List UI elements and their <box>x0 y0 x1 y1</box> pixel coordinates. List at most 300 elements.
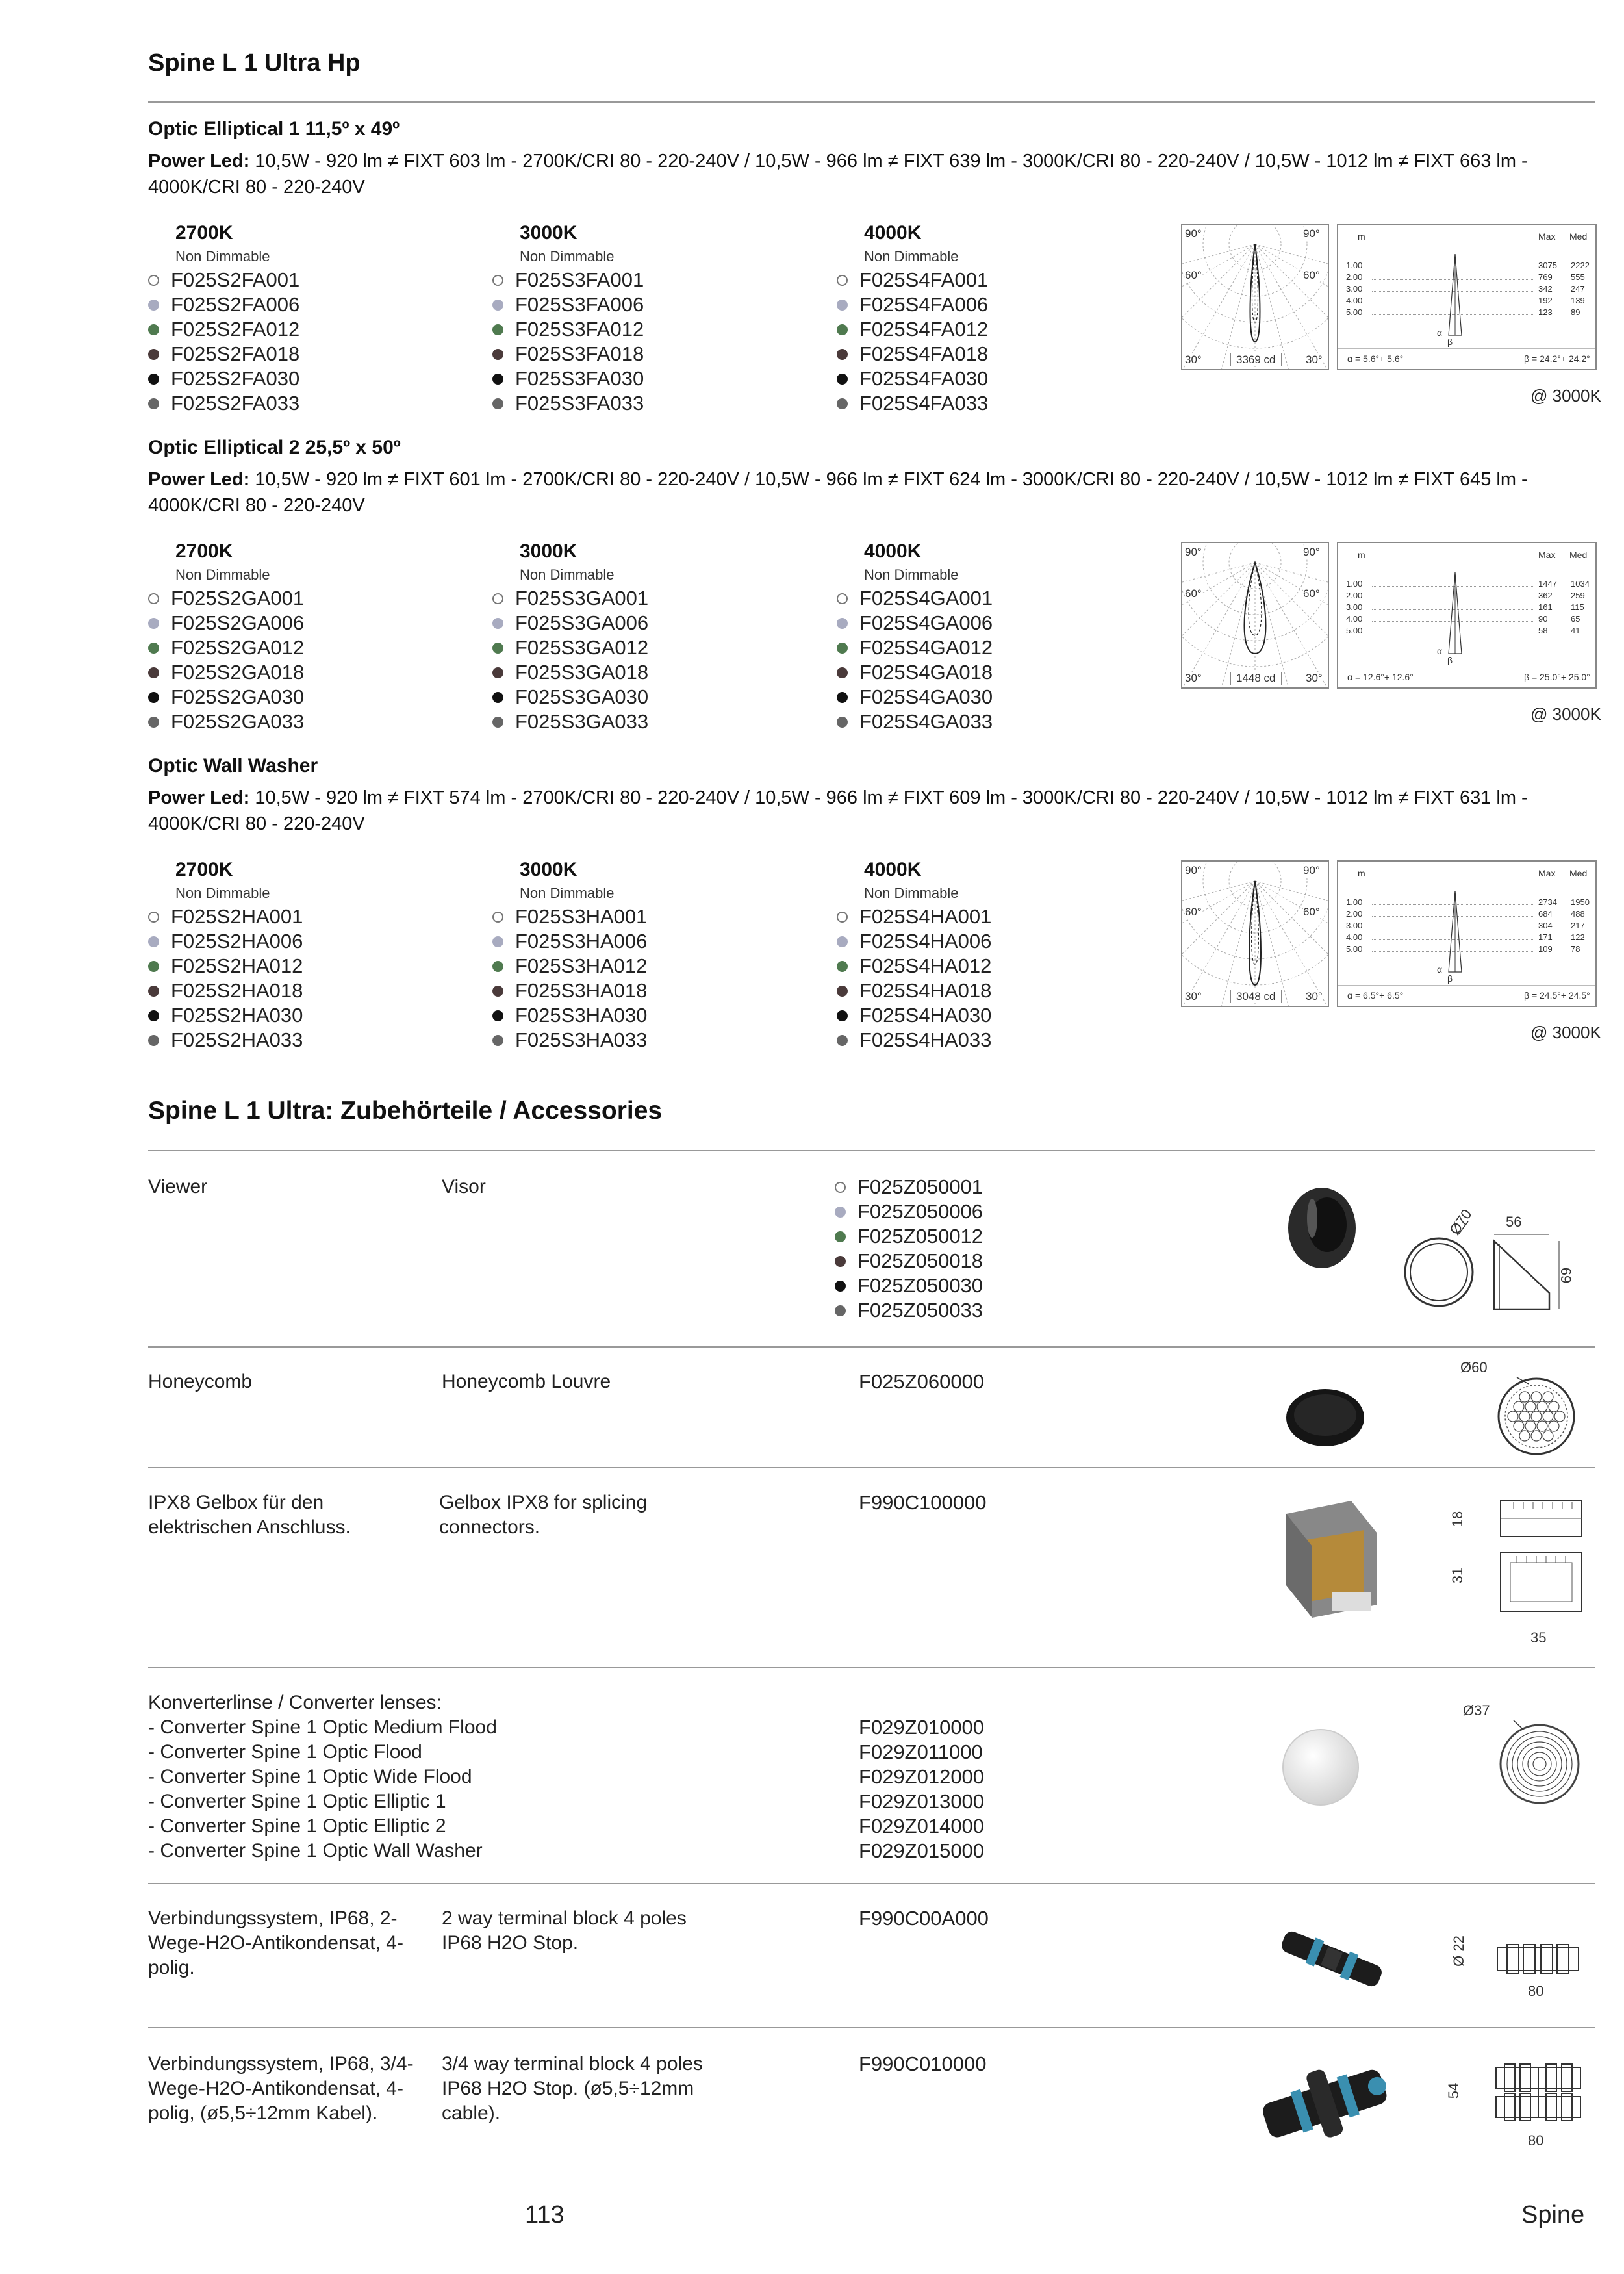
honeycomb-diameter: Ø60 <box>1460 1359 1488 1375</box>
product-code-row <box>492 342 804 366</box>
finish-color-dot <box>492 1035 503 1046</box>
finish-color-dot <box>837 1035 848 1046</box>
alpha-symbol: α <box>1437 964 1443 975</box>
product-code-row <box>492 1003 804 1028</box>
polar-curve <box>1182 225 1328 369</box>
polar-diagram <box>1181 542 1329 689</box>
product-code-row <box>148 1028 460 1053</box>
color-temperature: 4000K <box>864 541 922 562</box>
product-code-row <box>837 709 1148 734</box>
product-code-row <box>837 1028 1148 1053</box>
med-value: 89 <box>1571 307 1580 317</box>
table-header-m: m <box>1358 550 1365 560</box>
polar-curve <box>1182 862 1328 1006</box>
divider <box>148 1667 1595 1668</box>
finish-color-dot <box>837 986 848 997</box>
finish-color-dot <box>492 398 503 409</box>
polar-angle-label: 90° <box>1185 227 1202 240</box>
product-code-row <box>837 660 1148 685</box>
power-led-label: Power Led: <box>148 151 250 172</box>
converter-dimension-drawing <box>1494 1715 1585 1806</box>
product-code: F025S3FA030 <box>515 367 644 390</box>
beta-symbol: β <box>1447 655 1453 665</box>
product-code: F025S4FA033 <box>859 392 989 415</box>
finish-color-dot <box>835 1231 846 1242</box>
four-way-de: Verbindungssystem, IP68, 3/4-Wege-H2O-Antikondensat, 4-polig, (ø5,5÷12mm Kabel). <box>148 2053 414 2124</box>
footer-brand: Spine <box>1521 2201 1585 2229</box>
finish-color-dot <box>148 1035 159 1046</box>
product-code: F025S3HA018 <box>515 979 648 1002</box>
max-value: 171 <box>1538 932 1553 942</box>
finish-color-dot <box>148 300 159 311</box>
finish-color-dot <box>148 986 159 997</box>
product-code-row <box>148 660 460 685</box>
product-code-row <box>492 709 804 734</box>
finish-color-dot <box>148 374 159 385</box>
product-code-row <box>492 586 804 611</box>
power-led-text <box>148 785 1603 837</box>
finish-color-dot <box>835 1256 846 1267</box>
gelbox-dim-18: 18 <box>1449 1511 1466 1527</box>
max-value: 684 <box>1538 909 1553 919</box>
polar-angle-label: 30° <box>1306 990 1323 1003</box>
max-value: 2734 <box>1538 897 1557 907</box>
product-code-row <box>148 586 460 611</box>
finish-color-dot <box>492 961 503 972</box>
polar-angle-label: 30° <box>1185 990 1202 1003</box>
product-code-row <box>148 342 460 366</box>
power-led-values: 10,5W - 920 lm ≠ FIXT 574 lm - 2700K/CRI 80 - 220-240V / 10,5W - 966 lm ≠ FIXT 609 lm - 3000K/CRI 80 - 220-240V / 10,5W - 1012 lm ≠ FIXT 631 lm - 4000K/CRI 80 - 220-240V <box>148 787 1528 834</box>
color-temperature-column-3000k <box>492 859 804 1053</box>
product-code-row <box>837 611 1148 635</box>
product-code: F025S3GA006 <box>515 611 649 634</box>
product-code-row <box>837 635 1148 660</box>
med-value: 139 <box>1571 296 1585 305</box>
finish-color-dot <box>492 324 503 335</box>
two-way-en: 2 way terminal block 4 poles IP68 H2O Stop. <box>442 1908 687 1954</box>
four-way-height: 54 <box>1445 2082 1462 2099</box>
finish-color-dot <box>837 936 848 947</box>
beta-angle: β = 24.5°+ 24.5° <box>1524 990 1590 1001</box>
product-code-row <box>492 268 804 292</box>
converter-lens-item: - Converter Spine 1 Optic Wide Flood <box>148 1766 472 1787</box>
product-code-row <box>835 1199 983 1224</box>
four-way-dimension-drawing <box>1493 2061 1584 2126</box>
product-code-row <box>148 709 460 734</box>
med-value: 65 <box>1571 614 1580 624</box>
viewer-en: Visor <box>442 1176 486 1197</box>
product-code-row <box>148 317 460 342</box>
product-code-row <box>837 978 1148 1003</box>
finish-color-dot <box>837 618 848 629</box>
page-number: 113 <box>525 2201 565 2229</box>
two-way-de: Verbindungssystem, IP68, 2-Wege-H2O-Antikondensat, 4-polig. <box>148 1908 403 1978</box>
product-code: F025S3HA012 <box>515 954 648 977</box>
finish-color-dot <box>148 692 159 703</box>
alpha-angle: α = 12.6°+ 12.6° <box>1347 672 1414 682</box>
product-code: F025S2HA006 <box>171 930 303 952</box>
product-code: F025S3GA030 <box>515 685 649 708</box>
med-value: 115 <box>1571 602 1584 612</box>
med-value: 78 <box>1571 944 1580 954</box>
optic-section-elliptical-2 <box>148 437 1603 733</box>
product-code-row <box>148 904 460 929</box>
divider <box>148 2027 1595 2028</box>
color-temperature-column-2700k <box>148 859 460 1053</box>
alpha-symbol: α <box>1437 327 1443 338</box>
viewer-codes <box>835 1175 983 1323</box>
max-value: 3075 <box>1538 261 1557 270</box>
table-header-max: Max <box>1538 868 1556 878</box>
max-value: 769 <box>1538 272 1553 282</box>
finish-color-dot <box>148 349 159 360</box>
gelbox-dim-31: 31 <box>1449 1567 1466 1584</box>
product-code-row <box>148 366 460 391</box>
polar-candela-label: 1448 cd <box>1230 672 1282 685</box>
finish-color-dot <box>835 1182 846 1193</box>
dimming-type: Non Dimmable <box>520 885 615 901</box>
polar-candela-label: 3048 cd <box>1230 990 1282 1003</box>
finish-color-dot <box>148 1010 159 1021</box>
finish-color-dot <box>492 349 503 360</box>
polar-angle-label: 90° <box>1303 864 1320 876</box>
finish-color-dot <box>148 961 159 972</box>
product-code: F025S2GA018 <box>171 661 305 683</box>
finish-color-dot <box>837 374 848 385</box>
finish-color-dot <box>837 275 848 286</box>
finish-color-dot <box>837 593 848 604</box>
product-code-row <box>492 660 804 685</box>
finish-color-dot <box>148 667 159 678</box>
product-code: F025Z050012 <box>857 1225 983 1247</box>
converter-lens-item: - Converter Spine 1 Optic Elliptic 1 <box>148 1791 446 1812</box>
product-code-row <box>492 366 804 391</box>
accessories-title: Spine L 1 Ultra: Zubehörteile / Accessories <box>148 1097 663 1125</box>
finish-color-dot <box>835 1281 846 1292</box>
product-code-row <box>492 611 804 635</box>
divider <box>148 1883 1595 1884</box>
max-value: 161 <box>1538 602 1553 612</box>
product-code: F025S4GA018 <box>859 661 993 683</box>
product-code: F025S2FA001 <box>171 268 300 291</box>
product-code-row <box>492 391 804 416</box>
converter-lens-code: F029Z013000 <box>859 1790 985 1813</box>
reference-color-temperature: @ 3000K <box>1530 1023 1601 1042</box>
distance: 2.00 <box>1346 591 1363 600</box>
distance: 4.00 <box>1346 614 1363 624</box>
polar-angle-label: 60° <box>1303 906 1320 918</box>
product-code: F025S2HA030 <box>171 1004 303 1027</box>
color-temperature: 4000K <box>864 222 922 244</box>
finish-color-dot <box>148 324 159 335</box>
product-code: F025S3HA001 <box>515 905 648 928</box>
polar-angle-label: 90° <box>1185 546 1202 558</box>
product-code: F025S2HA018 <box>171 979 303 1002</box>
product-code-row <box>837 685 1148 709</box>
optic-title: Optic Elliptical 1 11,5º x 49º <box>148 118 400 140</box>
optic-title: Optic Elliptical 2 25,5º x 50º <box>148 437 401 458</box>
distance: 3.00 <box>1346 284 1363 294</box>
product-code-row <box>837 342 1148 366</box>
converter-lens-code: F029Z010000 <box>859 1716 985 1739</box>
finish-color-dot <box>492 1010 503 1021</box>
distance: 3.00 <box>1346 921 1363 930</box>
visor-dimension-drawing <box>1403 1215 1575 1312</box>
product-code-row <box>835 1224 983 1249</box>
product-code-row <box>492 978 804 1003</box>
product-code: F025S2FA018 <box>171 342 300 365</box>
power-led-text <box>148 148 1603 200</box>
polar-angle-label: 60° <box>1303 269 1320 281</box>
max-value: 58 <box>1538 626 1548 635</box>
product-code: F025S4FA012 <box>859 318 989 340</box>
product-code-row <box>835 1175 983 1199</box>
product-code: F025Z050030 <box>857 1274 983 1297</box>
distance: 5.00 <box>1346 626 1363 635</box>
finish-color-dot <box>492 374 503 385</box>
color-temperature: 3000K <box>520 222 577 244</box>
beta-symbol: β <box>1447 973 1453 984</box>
alpha-symbol: α <box>1437 646 1443 656</box>
honeycomb-image <box>1283 1384 1367 1449</box>
gelbox-dimension-drawing <box>1494 1494 1585 1624</box>
polar-angle-label: 30° <box>1185 672 1202 684</box>
two-way-code: F990C00A000 <box>859 1907 989 1930</box>
table-footer-divider <box>1338 348 1595 349</box>
polar-angle-label: 60° <box>1185 906 1202 918</box>
color-temperature-column-4000k <box>837 222 1148 416</box>
honeycomb-code: F025Z060000 <box>859 1370 985 1393</box>
med-value: 259 <box>1571 591 1585 600</box>
finish-color-dot <box>492 692 503 703</box>
optic-section-elliptical-1 <box>148 118 1603 415</box>
product-code-row <box>492 1028 804 1053</box>
finish-color-dot <box>492 986 503 997</box>
product-code-row <box>835 1298 983 1323</box>
polar-angle-label: 30° <box>1306 353 1323 366</box>
product-code: F025S4GA030 <box>859 685 993 708</box>
product-code: F025S4HA012 <box>859 954 992 977</box>
four-way-en: 3/4 way terminal block 4 poles IP68 H2O Stop. (ø5,5÷12mm cable). <box>442 2053 703 2124</box>
polar-curve <box>1182 543 1328 687</box>
product-code: F025S3FA033 <box>515 392 644 415</box>
product-code-row <box>492 635 804 660</box>
illuminance-table <box>1337 860 1597 1007</box>
med-value: 122 <box>1571 932 1585 942</box>
alpha-angle: α = 6.5°+ 6.5° <box>1347 990 1404 1001</box>
viewer-de: Viewer <box>148 1176 208 1197</box>
product-code: F025S4HA006 <box>859 930 992 952</box>
converter-lens-item: - Converter Spine 1 Optic Elliptic 2 <box>148 1815 446 1837</box>
finish-color-dot <box>837 717 848 728</box>
product-code: F025S4HA001 <box>859 905 992 928</box>
converter-lens-item: - Converter Spine 1 Optic Flood <box>148 1741 422 1763</box>
max-value: 1447 <box>1538 579 1557 589</box>
med-value: 555 <box>1571 272 1585 282</box>
dimming-type: Non Dimmable <box>864 567 959 583</box>
table-header-max: Max <box>1538 231 1556 242</box>
two-way-block-image <box>1273 1923 1390 1995</box>
color-temperature-column-3000k <box>492 541 804 734</box>
dimming-type: Non Dimmable <box>864 248 959 264</box>
table-header-med: Med <box>1569 868 1588 878</box>
converter-diameter: Ø37 <box>1463 1702 1490 1718</box>
product-code: F025S3FA006 <box>515 293 644 316</box>
product-code: F025S3GA012 <box>515 636 649 659</box>
honeycomb-en: Honeycomb Louvre <box>442 1371 611 1392</box>
polar-candela-label: 3369 cd <box>1230 353 1282 366</box>
table-header-m: m <box>1358 231 1365 242</box>
converter-lens-item: - Converter Spine 1 Optic Wall Washer <box>148 1840 483 1861</box>
divider <box>148 1346 1595 1348</box>
converter-lens-item: - Converter Spine 1 Optic Medium Flood <box>148 1717 497 1738</box>
reference-color-temperature: @ 3000K <box>1530 704 1601 724</box>
converter-title: Konverterlinse / Converter lenses: <box>148 1692 442 1713</box>
polar-angle-label: 90° <box>1303 546 1320 558</box>
med-value: 217 <box>1571 921 1585 930</box>
product-code: F025S3HA006 <box>515 930 648 952</box>
product-code: F025S2GA001 <box>171 587 305 609</box>
max-value: 192 <box>1538 296 1553 305</box>
product-code-row <box>148 292 460 317</box>
distance: 4.00 <box>1346 932 1363 942</box>
finish-color-dot <box>837 1010 848 1021</box>
dimming-type: Non Dimmable <box>175 885 270 901</box>
finish-color-dot <box>837 300 848 311</box>
product-code: F025S2HA001 <box>171 905 303 928</box>
polar-diagram <box>1181 860 1329 1007</box>
beta-angle: β = 24.2°+ 24.2° <box>1524 353 1590 364</box>
product-code: F025S2FA006 <box>171 293 300 316</box>
product-code: F025S3FA001 <box>515 268 644 291</box>
product-code: F025S4GA033 <box>859 710 993 733</box>
product-code-row <box>148 268 460 292</box>
product-code-row <box>148 978 460 1003</box>
power-led-label: Power Led: <box>148 787 250 808</box>
finish-color-dot <box>148 717 159 728</box>
distance: 1.00 <box>1346 579 1363 589</box>
converter-lens-code: F029Z015000 <box>859 1839 985 1862</box>
power-led-text <box>148 466 1603 518</box>
color-temperature: 2700K <box>175 541 233 562</box>
two-way-dimension-drawing <box>1494 1939 1582 1978</box>
finish-color-dot <box>492 618 503 629</box>
product-code: F025S4FA001 <box>859 268 989 291</box>
finish-color-dot <box>492 275 503 286</box>
product-code: F025S3FA012 <box>515 318 644 340</box>
finish-color-dot <box>837 643 848 654</box>
distance: 5.00 <box>1346 944 1363 954</box>
product-code: F025S2GA033 <box>171 710 305 733</box>
finish-color-dot <box>492 643 503 654</box>
product-code-row <box>835 1273 983 1298</box>
product-code-row <box>148 391 460 416</box>
product-code: F025S4FA006 <box>859 293 989 316</box>
color-temperature-column-2700k <box>148 541 460 734</box>
beta-angle: β = 25.0°+ 25.0° <box>1524 672 1590 682</box>
med-value: 488 <box>1571 909 1585 919</box>
product-code: F025S2GA030 <box>171 685 305 708</box>
finish-color-dot <box>837 912 848 923</box>
max-value: 304 <box>1538 921 1553 930</box>
finish-color-dot <box>837 961 848 972</box>
product-code-row <box>837 292 1148 317</box>
product-code-row <box>148 685 460 709</box>
product-code: F025Z050006 <box>857 1200 983 1223</box>
dimming-type: Non Dimmable <box>175 248 270 264</box>
divider <box>148 101 1595 103</box>
visor-width: 56 <box>1506 1214 1522 1230</box>
max-value: 90 <box>1538 614 1548 624</box>
finish-color-dot <box>492 936 503 947</box>
finish-color-dot <box>148 936 159 947</box>
product-code-row <box>148 611 460 635</box>
converter-lens-code: F029Z014000 <box>859 1815 985 1837</box>
power-led-label: Power Led: <box>148 469 250 490</box>
finish-color-dot <box>835 1207 846 1218</box>
product-code: F025S4HA030 <box>859 1004 992 1027</box>
max-value: 342 <box>1538 284 1553 294</box>
honeycomb-dimension-drawing <box>1491 1368 1582 1459</box>
polar-angle-label: 60° <box>1185 269 1202 281</box>
product-code-row <box>837 586 1148 611</box>
finish-color-dot <box>837 667 848 678</box>
finish-color-dot <box>492 593 503 604</box>
table-header-m: m <box>1358 868 1365 878</box>
four-way-code: F990C010000 <box>859 2052 987 2075</box>
color-temperature: 2700K <box>175 859 233 880</box>
dimming-type: Non Dimmable <box>864 885 959 901</box>
product-code: F025Z050001 <box>857 1175 983 1198</box>
max-value: 362 <box>1538 591 1553 600</box>
table-header-med: Med <box>1569 231 1588 242</box>
product-code: F025S3GA033 <box>515 710 649 733</box>
four-way-block-image <box>1257 2056 1393 2154</box>
four-way-length: 80 <box>1528 2132 1544 2149</box>
product-code: F025Z050033 <box>857 1299 983 1322</box>
gelbox-code: F990C100000 <box>859 1491 987 1514</box>
product-code-row <box>148 635 460 660</box>
product-code: F025S4HA033 <box>859 1028 992 1051</box>
product-code-row <box>492 317 804 342</box>
product-code: F025S4GA001 <box>859 587 993 609</box>
product-code-row <box>492 904 804 929</box>
color-temperature: 3000K <box>520 541 577 562</box>
product-code: F025S2FA033 <box>171 392 300 415</box>
product-code: F025S2HA033 <box>171 1028 303 1051</box>
table-footer-divider <box>1338 985 1595 986</box>
polar-angle-label: 60° <box>1185 587 1202 600</box>
finish-color-dot <box>837 324 848 335</box>
finish-color-dot <box>148 643 159 654</box>
honeycomb-de: Honeycomb <box>148 1371 253 1392</box>
optic-title: Optic Wall Washer <box>148 755 318 776</box>
polar-angle-label: 90° <box>1185 864 1202 876</box>
med-value: 1034 <box>1571 579 1590 589</box>
distance: 2.00 <box>1346 272 1363 282</box>
product-code: F025S2GA006 <box>171 611 305 634</box>
converter-lens-image <box>1278 1725 1363 1809</box>
color-temperature: 4000K <box>864 859 922 880</box>
product-code: F025S3FA018 <box>515 342 644 365</box>
product-code: F025S2FA030 <box>171 367 300 390</box>
color-temperature: 2700K <box>175 222 233 244</box>
illuminance-table <box>1337 542 1597 689</box>
product-code-row <box>837 954 1148 978</box>
finish-color-dot <box>148 398 159 409</box>
gelbox-image <box>1273 1494 1403 1624</box>
finish-color-dot <box>148 912 159 923</box>
